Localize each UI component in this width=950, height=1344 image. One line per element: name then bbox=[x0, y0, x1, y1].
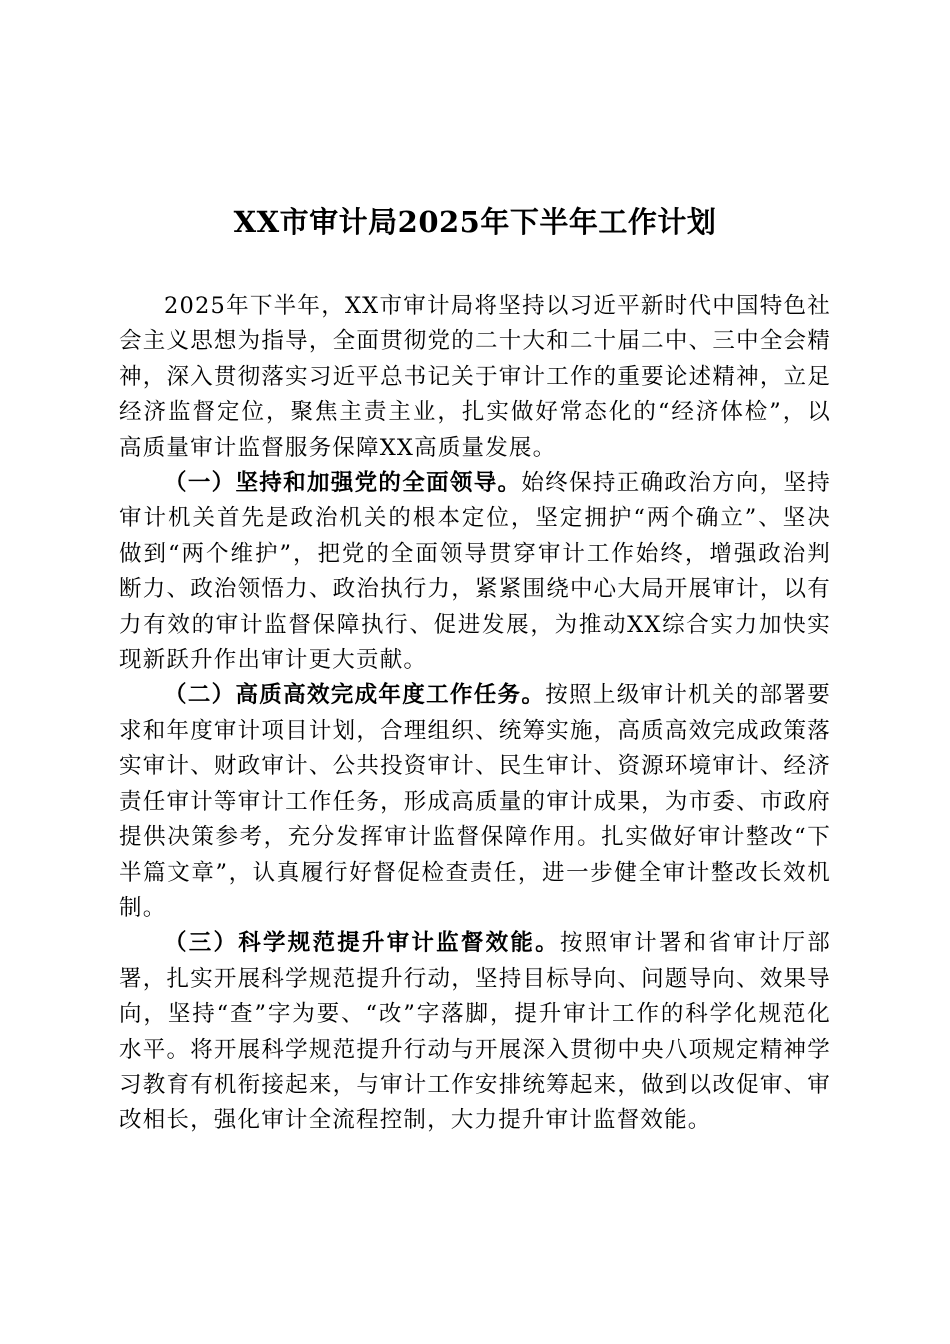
section-body-1: 始终保持正确政治方向，坚持审计机关首先是政治机关的根本定位，坚定拥护“两个确立”、坚决做到“两个维护”，把党的全面领导贯穿审计工作始终，增强政治判断力、政治领悟力、政治执行力，紧紧围绕中心大局开展审计，以有力有效的审计监督保障执行、促进发展，为推动XX综合实力加快实现新跃升作出审计更大贡献。 bbox=[119, 470, 831, 674]
section-paragraph-3 bbox=[119, 926, 831, 1138]
section-body-3: 按照审计署和省审计厅部署，扎实开展科学规范提升行动，坚持目标导向、问题导向、效果导向，坚持“查”字为要、“改”字落脚，提升审计工作的科学化规范化水平。将开展科学规范提升行动与开展深入贯彻中央八项规定精神学习教育有机衔接起来，与审计工作安排统筹起来，做到以改促审、审改相长，强化审计全流程控制，大力提升审计监督效能。 bbox=[119, 930, 831, 1134]
intro-paragraph: 2025年下半年，XX市审计局将坚持以习近平新时代中国特色社会主义思想为指导，全面贯彻党的二十大和二十届二中、三中全会精神，深入贯彻落实习近平总书记关于审计工作的重要论述精神，立足经济监督定位，聚焦主责主业，扎实做好常态化的“经济体检”，以高质量审计监督服务保障XX高质量发展。 bbox=[119, 293, 831, 461]
section-paragraph-2 bbox=[119, 678, 831, 926]
section-heading-3: （三）科学规范提升审计监督效能。 bbox=[164, 930, 560, 957]
section-body-2: 按照上级审计机关的部署要求和年度审计项目计划，合理组织、统筹实施，高质高效完成政策落实审计、财政审计、公共投资审计、民生审计、资源环境审计、经济责任审计等审计工作任务，形成高质量的审计成果，为市委、市政府提供决策参考，充分发挥审计监督保障作用。扎实做好审计整改“下半篇文章”，认真履行好督促检查责任，进一步健全审计整改长效机制。 bbox=[119, 682, 832, 921]
section-heading-2: （二）高质高效完成年度工作任务。 bbox=[164, 682, 546, 709]
section-heading-1: （一）坚持和加强党的全面领导。 bbox=[164, 470, 522, 497]
document-title: XX市审计局2025年下半年工作计划 bbox=[233, 205, 717, 239]
document-body bbox=[119, 289, 831, 1139]
section-paragraph-1 bbox=[119, 466, 831, 678]
